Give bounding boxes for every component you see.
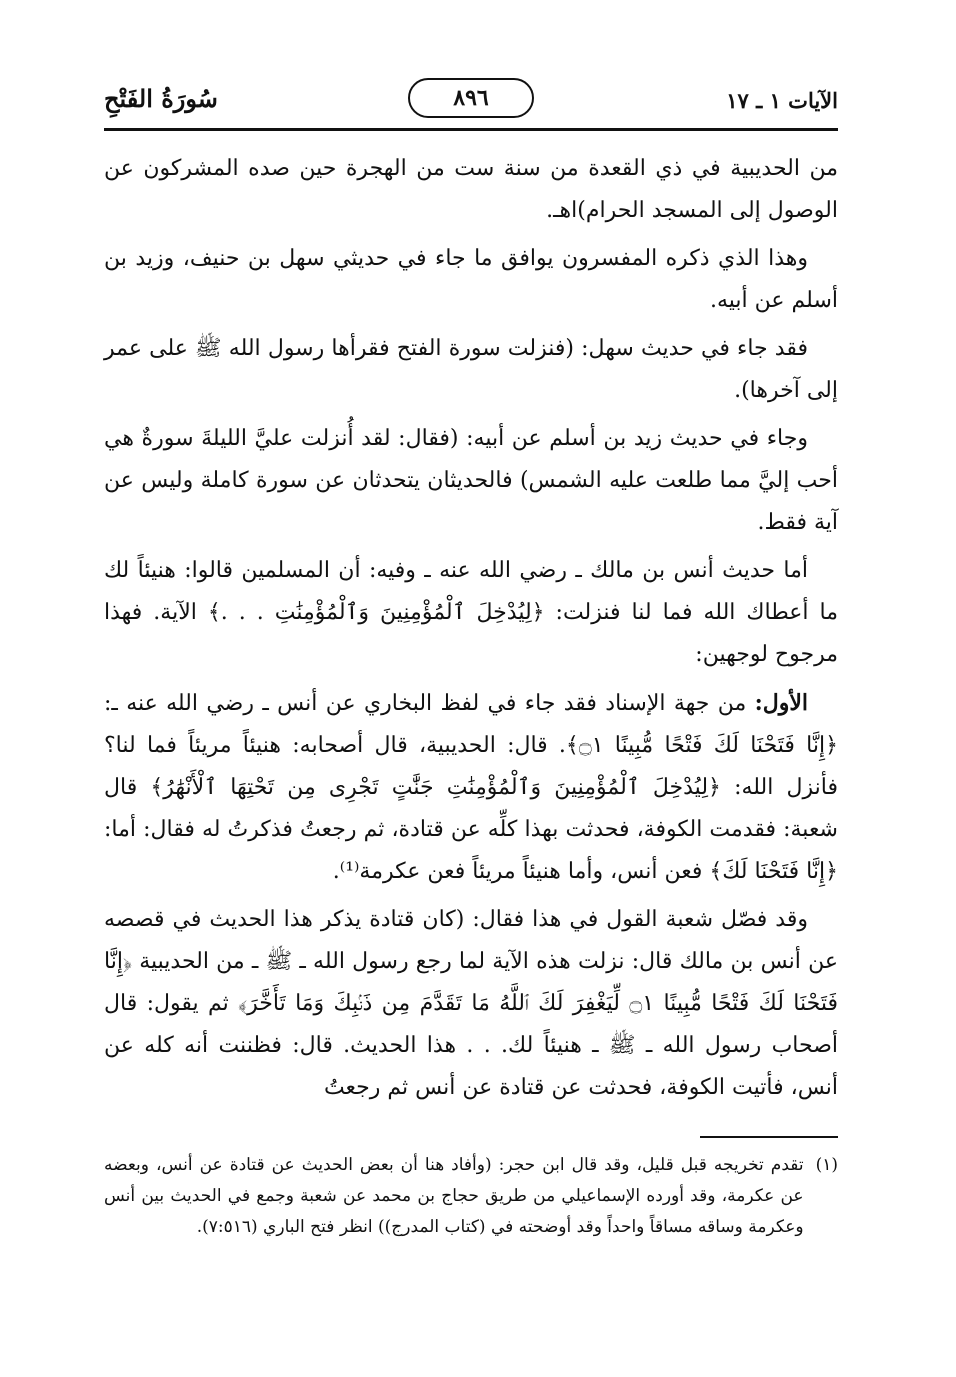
page-number: ٨٩٦: [408, 78, 534, 118]
footnote-text: تقدم تخريجه قبل قليل، وقد قال ابن حجر: (وأفاد هنا أن بعض الحديث عن قتادة عن أنس، وبعضه عن عكرمة، وقد أورده الإسماعيلي من طريق حجاج بن محمد عن شعبة وجمع في الحديث بين أنس وعكرمة وساقه مساقاً واحداً وقد أوضحته في (كتاب المدرج)) انظر فتح الباري (٧:٥١٦).: [104, 1155, 804, 1237]
footnote-divider: [700, 1136, 838, 1138]
header-divider: [104, 128, 838, 131]
paragraph-text: فقد جاء في حديث سهل: (فنزلت سورة الفتح فقرأها رسول الله ﷺ على عمر إلى آخرها).: [104, 336, 838, 403]
paragraph: [104, 682, 838, 893]
paragraph: [104, 899, 838, 1109]
verses-range: الآيات ١ ـ ١٧: [726, 88, 838, 113]
paragraph: [104, 148, 838, 232]
paragraph-text: أما حديث أنس بن مالك ـ رضي الله عنه ـ وفيه: أن المسلمين قالوا: هنيئاً لك ما أعطاك الله فما لنا فنزلت: ﴿لِيُدْخِلَ ٱلْمُؤْمِنِينَ وَٱلْمُؤْمِنَٰتِ . . .﴾ الآية. فهذا مرجوح لوجهين:: [104, 558, 838, 667]
paragraph: [104, 418, 838, 544]
paragraph: [104, 238, 838, 322]
paragraph-text: وجاء في حديث زيد بن أسلم عن أبيه: (فقال: لقد أُنزلت عليَّ الليلةَ سورةٌ هي أحب إليَّ مما طلعت عليه الشمس) فالحديثان يتحدثان عن سورة كاملة وليس عن آية فقط.: [104, 426, 838, 535]
footnotes: [104, 1150, 838, 1243]
paragraph-text: من الحديبية في ذي القعدة من سنة ست من الهجرة حين صده المشركون عن الوصول إلى المسجد الحرام)اهـ.: [104, 156, 838, 223]
main-text: [104, 148, 838, 1115]
paragraph-lead: الأول:: [754, 690, 808, 716]
paragraph-text: وقد فصّل شعبة القول في هذا فقال: (كان قتادة يذكر هذا الحديث في قصصه عن أنس بن مالك قال: نزلت هذه الآية لما رجع رسول الله ـ ﷺ ـ من الحديبية ﴿إِنَّا فَتَحْنَا لَكَ فَتْحًا مُّبِينًا ۝١ لِّيَغْفِرَ لَكَ ٱللَّهُ مَا تَقَدَّمَ مِن ذَنۢبِكَ وَمَا تَأَخَّرَ﴾ ثم يقول: قال أصحاب رسول الله ـ ﷺ ـ هنيئاً لك. . . هذا الحديث. قال: فظننت أنه كله عن أنس، فأتيت الكوفة، فحدثت عن قتادة عن أنس ثم رجعتُ: [104, 907, 838, 1100]
surah-title: سُورَةُ الفَتْحِ: [104, 84, 218, 113]
footnote: [104, 1150, 838, 1243]
paragraph-text: وهذا الذي ذكره المفسرون يوافق ما جاء في حديثي سهل بن حنيف، وزيد بن أسلم عن أبيه.: [104, 246, 838, 313]
paragraph-text: من جهة الإسناد فقد جاء في لفظ البخاري عن أنس ـ رضي الله عنه ـ: ﴿إِنَّا فَتَحْنَا لَكَ فَتْحًا مُّبِينًا ۝١﴾. قال: الحديبية، قال أصحابه: هنيئاً مريئاً فما لنا؟ فأنزل الله: ﴿لِيُدْخِلَ ٱلْمُؤْمِنِينَ وَٱلْمُؤْمِنَٰتِ جَنَّٰتٍ تَجْرِى مِن تَحْتِهَا ٱلْأَنْهَٰرُ﴾ قال شعبة: فقدمت الكوفة، فحدثت بهذا كلِّه عن قتادة، ثم رجعتُ فذكرتُ له فقال: أما: ﴿إِنَّا فَتَحْنَا لَكَ﴾ فعن أنس، وأما هنيئاً مريئاً فعن عكرمة⁽¹⁾.: [104, 691, 839, 884]
paragraph: [104, 328, 838, 412]
page-header: [104, 78, 838, 122]
paragraph: [104, 550, 838, 676]
footnote-marker: (١): [815, 1155, 838, 1175]
